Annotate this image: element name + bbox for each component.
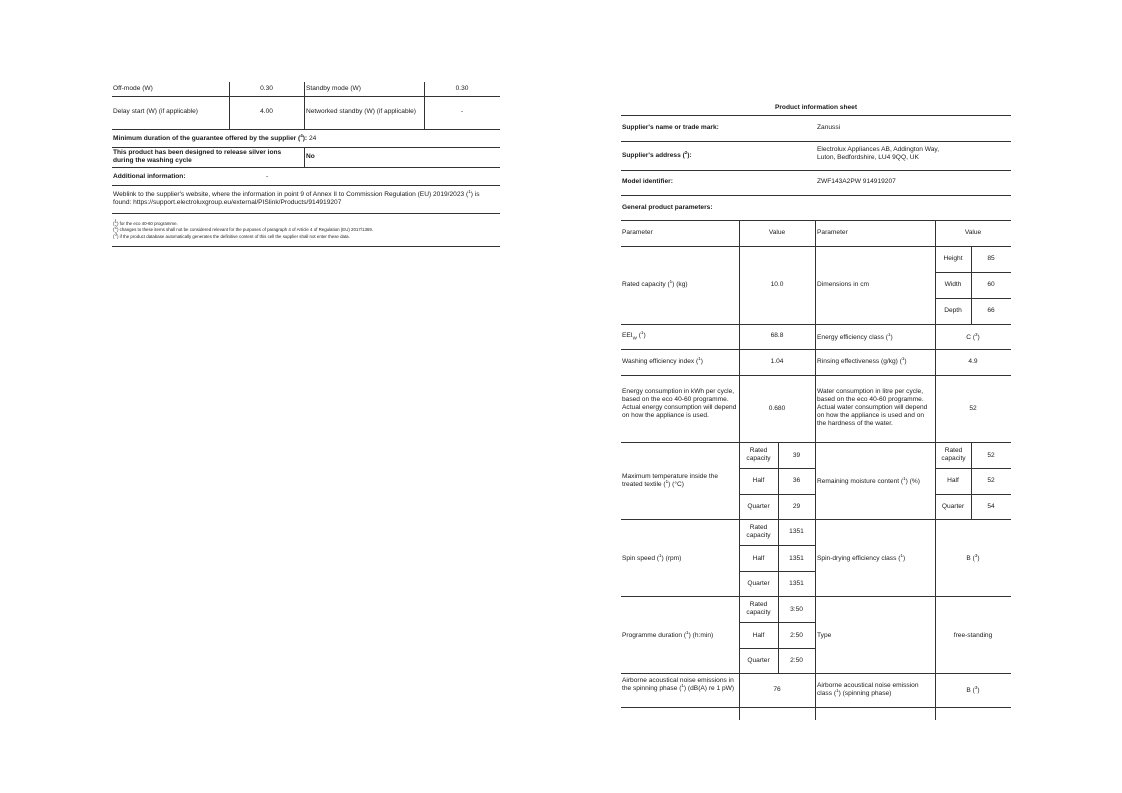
table-rule — [739, 648, 815, 649]
address-line-1: Electrolux Appliances AB, Addington Way, — [817, 146, 940, 153]
table-rule — [621, 519, 1011, 520]
address-label: Supplier's address ( — [622, 152, 685, 159]
table-rule — [112, 246, 500, 247]
weblink-sup: 1 — [468, 188, 471, 194]
washing-sup: 1 — [698, 355, 701, 361]
duration-load-label: Rated capacity — [746, 601, 771, 616]
noise-sup: 1 — [681, 682, 684, 688]
moisture-label: Remaining moisture content ( — [817, 478, 904, 485]
washing-label: Washing efficiency index ( — [622, 358, 699, 365]
temperature-load-label: Quarter — [747, 503, 770, 510]
footnote-2-sup: 2 — [114, 224, 117, 230]
footnote-1-sup: 1 — [114, 218, 117, 224]
rinsing-suffix: ) — [904, 358, 907, 365]
footnote-2: ($^2$) changes to these items shall not be considered relevant for the purposes of paragraph 4 of Article 4 of Regulation (EU) 2017/1369. — [113, 224, 374, 232]
temperature-load-value: 36 — [792, 477, 801, 484]
duration-load-value: 3:50 — [790, 606, 803, 613]
table-rule — [621, 375, 1011, 376]
footnote-1-text: ) for the eco 40-60 programme. — [116, 221, 178, 226]
energy-class-row — [817, 331, 893, 342]
noise-row — [622, 677, 738, 693]
energy-class-sup: 1 — [887, 331, 891, 337]
energy-class-label: Energy efficiency class ( — [817, 334, 888, 341]
table-rule — [935, 220, 936, 720]
spin-class-label: Spin-drying efficiency class ( — [817, 555, 901, 562]
table-rule — [621, 673, 1011, 674]
temperature-load-label: Half — [752, 477, 765, 484]
spin-speed-label: Spin speed ( — [622, 555, 660, 562]
table-rule — [621, 596, 1011, 597]
duration-load-value: 2:50 — [790, 657, 803, 664]
moisture-row — [817, 475, 920, 486]
header-parameter-2: Parameter — [817, 229, 848, 236]
energy-class-suffix: ) — [890, 334, 893, 341]
table-rule — [739, 468, 815, 469]
footnote-3: ($^3$) if the product database automatically generates the definitive content of this cell the supplier shall not enter these data. — [113, 231, 350, 239]
dimensions-label: Dimensions in cm — [817, 281, 870, 288]
networked-standby-value: - — [460, 108, 464, 115]
rinsing-label: Rinsing effectiveness (g/kg) ( — [817, 358, 902, 365]
noise-class-row — [817, 682, 933, 698]
spin-load-label: Rated capacity — [746, 524, 771, 539]
supplier-value: Zanussi — [817, 124, 841, 131]
table-rule — [935, 468, 1011, 469]
spin-load-label: Half — [752, 555, 765, 562]
footnote-3-sup: 3 — [114, 231, 117, 237]
silver-ions-label: This product has been designed to release silver ions during the washing cycle — [113, 149, 282, 164]
type-value: free-standing — [953, 632, 993, 639]
moisture-load-value: 52 — [987, 477, 995, 484]
rated-capacity-row — [622, 278, 688, 289]
spin-class-sup: 1 — [900, 552, 903, 558]
duration-row — [622, 629, 714, 640]
spin-class-row — [817, 552, 906, 563]
noise-class-letter: B — [966, 687, 971, 694]
guarantee-suffix: ): — [302, 135, 308, 142]
type-label: Type — [817, 632, 832, 639]
guarantee-row — [113, 132, 317, 143]
temperature-load-value: 29 — [792, 503, 801, 510]
footnote-2-text: ) changes to these items shall not be considered relevant for the purposes of paragraph 4 of Article 4 of Regulation (EU) 2017/1369. — [116, 227, 374, 232]
table-rule — [112, 96, 500, 97]
standby-mode-value: 0.30 — [455, 85, 469, 92]
eei-sup: 1 — [640, 329, 644, 335]
energy-consumption-value: 0.680 — [768, 405, 786, 412]
width-value: 60 — [987, 281, 995, 288]
table-rule — [815, 220, 816, 720]
temperature-sup: 1 — [665, 478, 669, 484]
header-parameter-1: Parameter — [622, 229, 653, 236]
networked-standby-label: Networked standby (W) (if applicable) — [306, 108, 416, 115]
model-label: Model identifier: — [622, 178, 673, 185]
spin-load-value: 1351 — [789, 528, 804, 535]
table-rule — [621, 170, 1011, 171]
width-label: Width — [944, 281, 962, 288]
additional-info-value: - — [266, 173, 269, 180]
noise-class-value-sup: 3 — [974, 684, 978, 690]
eei-row: $EEI_W$ ($^1$) — [622, 329, 646, 341]
eei-label: EEI — [622, 332, 633, 339]
spin-speed-row — [622, 552, 682, 563]
table-rule — [935, 494, 1011, 495]
table-rule — [112, 185, 500, 186]
duration-load-label: Half — [752, 632, 765, 639]
energy-class-value-sup: 3 — [975, 331, 978, 337]
table-rule — [621, 349, 1011, 350]
spin-class-value-sup: 3 — [974, 552, 978, 558]
moisture-load-label: Quarter — [941, 503, 965, 510]
energy-class-letter: C — [966, 334, 971, 341]
duration-suffix: ) (h:min) — [688, 632, 714, 639]
model-value: ZWF143A2PW 914919207 — [817, 178, 896, 185]
energy-consumption-label: Energy consumption in kWh per cycle, based on the eco 40-60 programme. Actual energy consumption will depend on how the appliance is used. — [622, 388, 737, 419]
noise-class-suffix: ) (spinning phase) — [838, 690, 892, 697]
table-rule — [739, 571, 815, 572]
spin-load-label: Quarter — [747, 580, 770, 587]
table-rule — [739, 494, 815, 495]
table-rule — [739, 622, 815, 623]
weblink-post: ) is found: https://support.electroluxgroup.eu/external/PISlink/Products/914919207 — [113, 191, 480, 206]
table-rule — [112, 129, 500, 130]
rinsing-row — [817, 355, 907, 366]
spin-class-value: B ($^3$) — [966, 552, 980, 562]
rinsing-value: 4.9 — [968, 358, 978, 365]
table-rule — [621, 115, 1011, 116]
address-line-2: Luton, Bedfordshire, LU4 9QQ, UK — [817, 154, 919, 161]
table-rule — [935, 272, 1011, 273]
water-consumption-label: Water consumption in litre per cycle, based on the eco 40-60 programme. Actual water consumption will depend on how the appliance is used and on the hardness of the water. — [817, 388, 928, 427]
height-value: 85 — [987, 255, 995, 262]
weblink-text — [113, 188, 483, 207]
temperature-load-label: Rated capacity — [746, 447, 771, 462]
washing-value: 1.04 — [770, 358, 784, 365]
duration-load-value: 2:50 — [790, 632, 803, 639]
table-rule — [112, 167, 500, 168]
rated-capacity-label: Rated capacity ( — [622, 281, 670, 288]
table-rule — [739, 545, 815, 546]
header-value-2: Value — [964, 229, 982, 236]
eei-value: 68.8 — [770, 332, 784, 339]
eei-sub: W — [632, 335, 637, 341]
silver-ions-value: No — [306, 153, 315, 160]
temperature-label: Maximum temperature inside the treated textile ( — [622, 473, 719, 488]
rinsing-sup: 1 — [901, 355, 905, 361]
spin-load-value: 1351 — [789, 555, 804, 562]
water-consumption-value: 52 — [969, 405, 977, 412]
guarantee-label: Minimum duration of the guarantee offered by the supplier ( — [113, 135, 301, 142]
guarantee-sup: 4 — [300, 132, 303, 138]
table-rule — [621, 141, 1011, 142]
noise-value: 76 — [773, 686, 781, 693]
moisture-sup: 1 — [903, 475, 906, 481]
spin-class-suffix: ) — [902, 555, 906, 562]
table-rule — [935, 298, 1011, 299]
washing-row — [622, 355, 703, 366]
depth-value: 66 — [987, 307, 995, 314]
temperature-suffix: ) (°C) — [668, 481, 684, 488]
footnote-3-text: ) if the product database automatically generates the definitive content of this cell the supplier shall not enter these data. — [116, 234, 350, 239]
moisture-suffix: ) (%) — [905, 478, 920, 485]
address-sup: 2 — [684, 149, 688, 155]
table-rule — [304, 147, 305, 167]
footnote-1: ($^1$) for the eco 40-60 programme. — [113, 218, 178, 226]
rated-capacity-sup: 1 — [669, 278, 673, 284]
table-rule — [621, 707, 1011, 708]
additional-info-label: Additional information: — [113, 173, 186, 180]
noise-label: Airborne acoustical noise emissions in the spinning phase ( — [622, 677, 734, 692]
spin-load-value: 1351 — [789, 580, 804, 587]
spin-speed-suffix: ) (rpm) — [661, 555, 682, 562]
spin-speed-sup: 1 — [659, 552, 662, 558]
rated-capacity-value: 10.0 — [770, 281, 784, 288]
spin-class-letter: B — [966, 555, 971, 562]
temperature-row — [622, 473, 734, 489]
table-rule — [112, 213, 500, 214]
duration-load-label: Quarter — [747, 657, 770, 664]
height-label: Height — [943, 255, 963, 262]
noise-class-value: B ($^3$) — [966, 684, 980, 694]
table-rule — [621, 442, 1011, 443]
noise-class-label: Airborne acoustical noise emission class ( — [817, 682, 919, 697]
moisture-load-label: Half — [947, 477, 959, 484]
supplier-label: Supplier's name or trade mark: — [622, 124, 719, 131]
general-params-label: General product parameters: — [622, 204, 713, 211]
table-rule — [621, 324, 1011, 325]
duration-sup: 1 — [686, 629, 689, 635]
standby-mode-label: Standby mode (W) — [306, 85, 361, 92]
moisture-load-label: Rated capacity — [941, 447, 966, 462]
noise-suffix: ) (dB(A) re 1 pW) — [683, 685, 735, 692]
weblink-pre: Weblink to the supplier's website, where the information in point 9 of Annex II to Commission Regulation (EU) 2019/2023 ( — [113, 191, 469, 198]
delay-start-value: 4.00 — [260, 108, 273, 115]
washing-suffix: ) — [700, 358, 703, 365]
table-rule — [304, 82, 305, 129]
off-mode-value: 0.30 — [260, 85, 273, 92]
depth-label: Depth — [944, 307, 962, 314]
duration-label: Programme duration ( — [622, 632, 687, 639]
address-suffix: ): — [687, 152, 692, 159]
off-mode-label: Off-mode (W) — [113, 85, 153, 92]
table-rule — [621, 195, 1011, 196]
table-rule — [621, 220, 1011, 221]
address-row — [622, 149, 692, 160]
guarantee-value: 24 — [308, 135, 317, 142]
moisture-load-value: 52 — [987, 452, 995, 459]
sheet-title: Product information sheet — [774, 104, 858, 111]
energy-class-value: C ($^3$) — [966, 331, 980, 341]
table-rule — [739, 220, 740, 720]
table-rule — [112, 147, 500, 148]
table-rule — [621, 246, 1011, 247]
delay-start-label: Delay start (W) (if applicable) — [113, 108, 199, 115]
header-value-1: Value — [768, 229, 786, 236]
temperature-load-value: 39 — [792, 452, 801, 459]
rated-capacity-suffix: ) (kg) — [672, 281, 688, 288]
noise-class-sup: 1 — [836, 687, 839, 693]
moisture-load-value: 54 — [987, 503, 995, 510]
